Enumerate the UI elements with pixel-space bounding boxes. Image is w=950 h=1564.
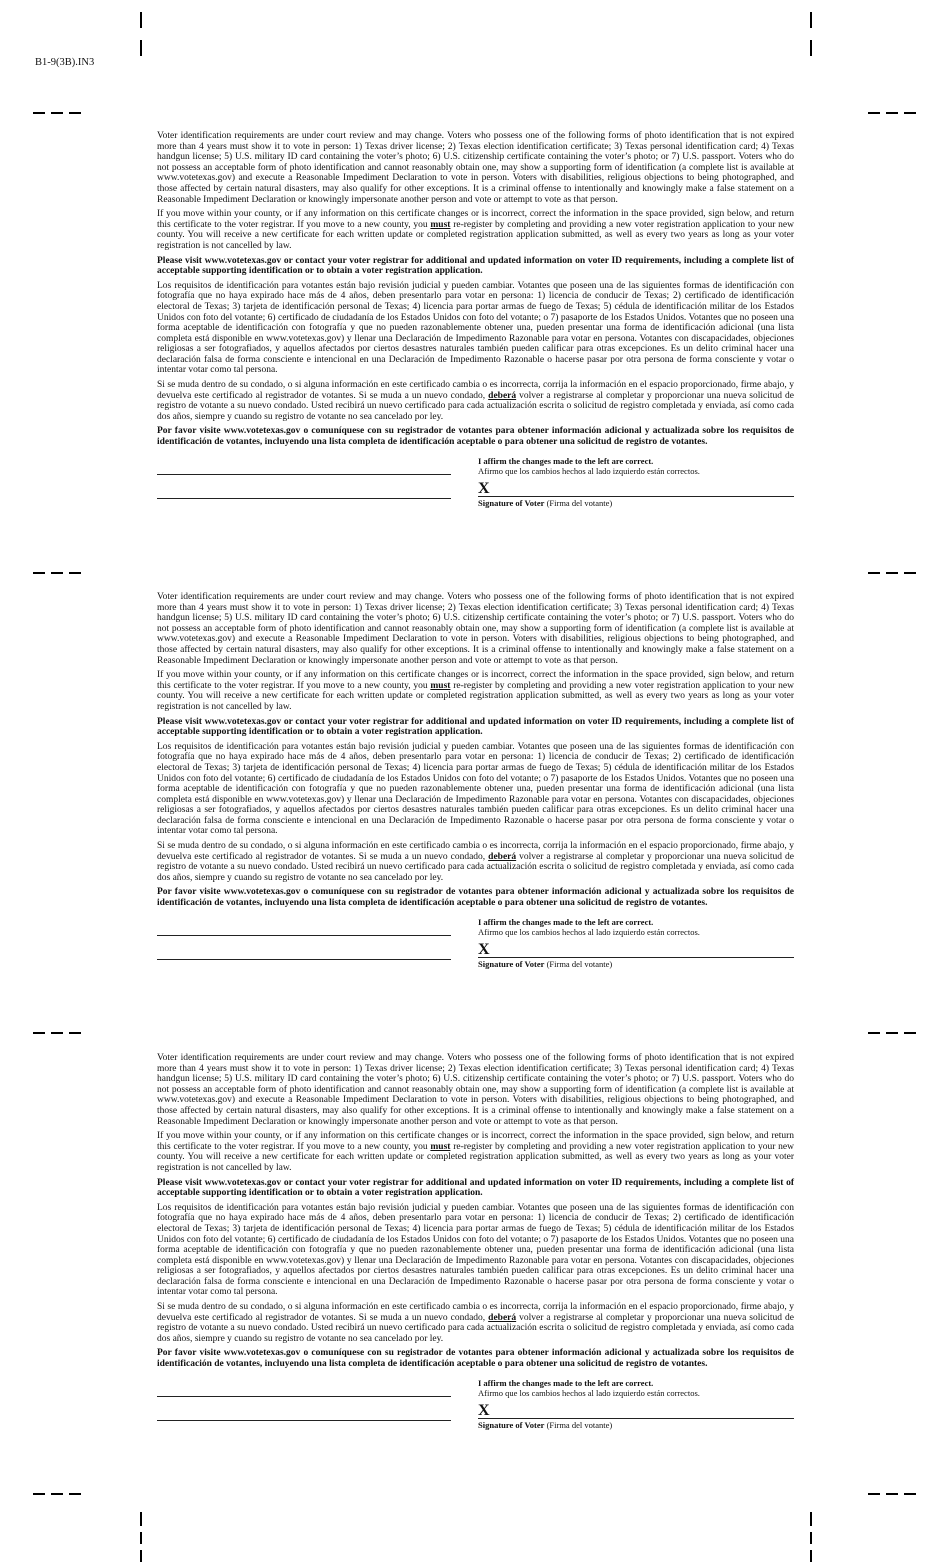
signature-line[interactable]	[478, 941, 794, 958]
signature-x-mark: X	[478, 1401, 490, 1419]
crop-mark	[810, 12, 812, 28]
affirmation-spanish: Afirmo que los cambios hechos al lado izquierdo están correctos.	[478, 1387, 700, 1398]
crop-mark	[810, 1550, 812, 1562]
spanish-id-requirements: Los requisitos de identificación para votantes están bajo revisión judicial y pueden cambiar. Votantes que poseen una de las siguientes formas de identificación con fotografía que no haya expirado hace más de 4 años, deben presentarlo para votar en persona: 1) licencia de conducir de Texas; 2) certificado de identificación electoral de Texas; 3) tarjeta de identificación personal de Texas; 4) licencia para portar armas de fuego de Texas; 5) cédula de identificación militar de los Estados Unidos con foto del votante; 6) certificado de ciudadanía de los Estados Unidos con foto del votante; o 7) pasaporte de los Estados Unidos. Votantes que no poseen una forma aceptable de identificación con fotografía y que no pueden razonablemente obtener una, pueden presentar una forma de identificación adicional (una lista completa está disponible en www.votetexas.gov) y llenar una Declaración de Impedimento Razonable para votar en persona. Votantes con discapacidades, objeciones religiosas a ser fotografiados, y aquellos afectados por ciertos desastres naturales también pueden calificar para otras excepciones. Es un delito criminal hacer una declaración falsa de forma consciente e intencional en una Declaración de Impedimento Razonable o hacerse pasar por otra persona de forma consciente y votar o intentar votar como tal persona.	[157, 280, 794, 376]
affirmation-english: I affirm the changes made to the left are correct.	[478, 916, 654, 927]
text-span: If you move within your county, or if any information on this certificate changes or is incorrect, correct the information in the space provided, sign below, and return this certificate to the voter registrar. If you move to a new county, you	[157, 1131, 794, 1152]
text-span: re-register by completing and providing a new voter registration application to your new county. You will receive a new certificate for each written update or completed registration application submitted, as well as every two years as long as your voter registration is not cancelled by law.	[157, 680, 794, 712]
correction-line[interactable]	[157, 935, 451, 936]
signature-area	[157, 917, 794, 979]
certificate-panel-2	[157, 592, 794, 979]
signature-label	[478, 959, 794, 970]
signature-area	[157, 456, 794, 518]
text-span: volver a registrarse al completar y proporcionar una nueva solicitud de registro de votante a su nuevo condado. Usted recibirá un nuevo certificado para cada actualización escrita o solicitud de registro completada y enviada, así como cada dos años, siempre y cuando su registro de votante no sea cancelado por ley.	[157, 851, 794, 883]
fold-mark	[868, 112, 916, 114]
english-id-requirements: Voter identification requirements are under court review and may change. Voters who possess one of the following forms of photo identification that is not expired more than 4 years must show it to vote in person: 1) Texas driver license; 2) Texas election identification certificate; 3) Texas personal identification card; 4) Texas handgun license; 5) U.S. military ID card containing the voter’s photo; 6) U.S. citizenship certificate containing the voter’s photo; or 7) U.S. passport. Voters who do not possess an acceptable form of photo identification and cannot reasonably obtain one, may show a supporting form of identification (a complete list is available at www.votetexas.gov) and execute a Reasonable Impediment Declaration to vote in person. Voters with disabilities, religious objections to being photographed, and those affected by certain natural disasters, may also qualify for other exceptions. It is a criminal offense to intentionally and knowingly make a false statement on a Reasonable Impediment Declaration or knowingly impersonate another person and vote or attempt to vote as that person.	[157, 1053, 794, 1127]
signature-label	[478, 1420, 794, 1431]
signature-label-es: (Firma del votante)	[546, 958, 613, 969]
crop-mark	[140, 12, 142, 28]
text-span: re-register by completing and providing a new voter registration application to your new county. You will receive a new certificate for each written update or completed registration application submitted, as well as every two years as long as your voter registration is not cancelled by law.	[157, 1141, 794, 1173]
signature-line[interactable]	[478, 480, 794, 497]
text-span: re-register by completing and providing a new voter registration application to your new county. You will receive a new certificate for each written update or completed registration application submitted, as well as every two years as long as your voter registration is not cancelled by law.	[157, 219, 794, 251]
signature-x-mark: X	[478, 479, 490, 497]
affirmation-spanish: Afirmo que los cambios hechos al lado izquierdo están correctos.	[478, 465, 700, 476]
correction-line[interactable]	[157, 498, 451, 499]
spanish-visit-notice: Por favor visite www.votetexas.gov o comuníquese con su registrador de votantes para obtener información adicional y actualizada sobre los requisitos de identificación de votantes, incluyendo una lista completa de identificación aceptable o para obtener una solicitud de registro de votantes.	[157, 426, 794, 448]
must-emphasis: must	[430, 1141, 451, 1152]
signature-x-mark: X	[478, 940, 490, 958]
affirmation-spanish: Afirmo que los cambios hechos al lado izquierdo están correctos.	[478, 926, 700, 937]
signature-label-en: Signature of Voter	[478, 1419, 545, 1430]
english-id-requirements: Voter identification requirements are under court review and may change. Voters who possess one of the following forms of photo identification that is not expired more than 4 years must show it to vote in person: 1) Texas driver license; 2) Texas election identification certificate; 3) Texas personal identification card; 4) Texas handgun license; 5) U.S. military ID card containing the voter’s photo; 6) U.S. citizenship certificate containing the voter’s photo; or 7) U.S. passport. Voters who do not possess an acceptable form of photo identification and cannot reasonably obtain one, may show a supporting form of identification (a complete list is available at www.votetexas.gov) and execute a Reasonable Impediment Declaration to vote in person. Voters with disabilities, religious objections to being photographed, and those affected by certain natural disasters, may also qualify for other exceptions. It is a criminal offense to intentionally and knowingly make a false statement on a Reasonable Impediment Declaration or knowingly impersonate another person and vote or attempt to vote as that person.	[157, 131, 794, 205]
english-visit-notice: Please visit www.votetexas.gov or contact your voter registrar for additional and updated information on voter ID requirements, including a complete list of acceptable supporting identification or to obtain a voter registration application.	[157, 1177, 794, 1199]
spanish-move-instructions	[157, 1302, 794, 1344]
spanish-move-instructions	[157, 380, 794, 422]
debera-emphasis: deberá	[488, 390, 517, 401]
affirmation-english: I affirm the changes made to the left are correct.	[478, 455, 654, 466]
spanish-move-instructions	[157, 841, 794, 883]
certificate-panel-1	[157, 131, 794, 518]
text-span: volver a registrarse al completar y proporcionar una nueva solicitud de registro de votante a su nuevo condado. Usted recibirá un nuevo certificado para cada actualización escrita o solicitud de registro completada y enviada, así como cada dos años, siempre y cuando su registro de votante no sea cancelado por ley.	[157, 390, 794, 422]
crop-mark	[140, 40, 142, 56]
signature-label-en: Signature of Voter	[478, 958, 545, 969]
affirmation-block	[478, 917, 794, 970]
must-emphasis: must	[430, 680, 451, 691]
english-move-instructions	[157, 209, 794, 251]
debera-emphasis: deberá	[488, 851, 517, 862]
correction-line[interactable]	[157, 1420, 451, 1421]
signature-label	[478, 498, 794, 509]
crop-mark	[810, 1532, 812, 1544]
spanish-id-requirements: Los requisitos de identificación para votantes están bajo revisión judicial y pueden cambiar. Votantes que poseen una de las siguientes formas de identificación con fotografía que no haya expirado hace más de 4 años, deben presentarlo para votar en persona: 1) licencia de conducir de Texas; 2) certificado de identificación electoral de Texas; 3) tarjeta de identificación personal de Texas; 4) licencia para portar armas de fuego de Texas; 5) cédula de identificación militar de los Estados Unidos con foto del votante; 6) certificado de ciudadanía de los Estados Unidos con foto del votante; o 7) pasaporte de los Estados Unidos. Votantes que no poseen una forma aceptable de identificación con fotografía y que no pueden razonablemente obtener una, pueden presentar una forma de identificación adicional (una lista completa está disponible en www.votetexas.gov) y llenar una Declaración de Impedimento Razonable para votar en persona. Votantes con discapacidades, objeciones religiosas a ser fotografiados, y aquellos afectados por ciertos desastres naturales también pueden calificar para otras excepciones. Es un delito criminal hacer una declaración falsa de forma consciente e intencional en una Declaración de Impedimento Razonable o hacerse pasar por otra persona de forma consciente y votar o intentar votar como tal persona.	[157, 1202, 794, 1298]
affirmation-block	[478, 456, 794, 509]
spanish-visit-notice: Por favor visite www.votetexas.gov o comuníquese con su registrador de votantes para obtener información adicional y actualizada sobre los requisitos de identificación de votantes, incluyendo una lista completa de identificación aceptable o para obtener una solicitud de registro de votantes.	[157, 1348, 794, 1370]
fold-mark	[868, 572, 916, 574]
english-visit-notice: Please visit www.votetexas.gov or contact your voter registrar for additional and updated information on voter ID requirements, including a complete list of acceptable supporting identification or to obtain a voter registration application.	[157, 255, 794, 277]
text-span: If you move within your county, or if any information on this certificate changes or is incorrect, correct the information in the space provided, sign below, and return this certificate to the voter registrar. If you move to a new county, you	[157, 209, 794, 230]
affirmation-block	[478, 1378, 794, 1431]
fold-mark	[33, 1032, 81, 1034]
crop-mark	[140, 1550, 142, 1562]
fold-mark	[868, 1032, 916, 1034]
crop-mark	[140, 1512, 142, 1526]
text-span: Si se muda dentro de su condado, o si alguna información en este certificado cambia o es incorrecta, corrija la información en el espacio proporcionado, firme abajo, y devuelva este certificado al registrador de votantes. Si se muda a un nuevo condado,	[157, 1302, 794, 1323]
signature-label-en: Signature of Voter	[478, 497, 545, 508]
crop-mark	[140, 1532, 142, 1544]
english-visit-notice: Please visit www.votetexas.gov or contact your voter registrar for additional and updated information on voter ID requirements, including a complete list of acceptable supporting identification or to obtain a voter registration application.	[157, 716, 794, 738]
certificate-panel-3	[157, 1053, 794, 1440]
fold-mark	[868, 1493, 916, 1495]
correction-line[interactable]	[157, 474, 451, 475]
correction-line[interactable]	[157, 1396, 451, 1397]
must-emphasis: must	[430, 219, 451, 230]
signature-area	[157, 1378, 794, 1440]
spanish-visit-notice: Por favor visite www.votetexas.gov o comuníquese con su registrador de votantes para obtener información adicional y actualizada sobre los requisitos de identificación de votantes, incluyendo una lista completa de identificación aceptable o para obtener una solicitud de registro de votantes.	[157, 887, 794, 909]
fold-mark	[33, 572, 81, 574]
fold-mark	[33, 112, 81, 114]
crop-mark	[810, 40, 812, 56]
text-span: volver a registrarse al completar y proporcionar una nueva solicitud de registro de votante a su nuevo condado. Usted recibirá un nuevo certificado para cada actualización escrita o solicitud de registro completada y enviada, así como cada dos años, siempre y cuando su registro de votante no sea cancelado por ley.	[157, 1312, 794, 1344]
fold-mark	[33, 1493, 81, 1495]
signature-label-es: (Firma del votante)	[546, 497, 613, 508]
text-span: Si se muda dentro de su condado, o si alguna información en este certificado cambia o es incorrecta, corrija la información en el espacio proporcionado, firme abajo, y devuelva este certificado al registrador de votantes. Si se muda a un nuevo condado,	[157, 841, 794, 862]
english-move-instructions	[157, 670, 794, 712]
spanish-id-requirements: Los requisitos de identificación para votantes están bajo revisión judicial y pueden cambiar. Votantes que poseen una de las siguientes formas de identificación con fotografía que no haya expirado hace más de 4 años, deben presentarlo para votar en persona: 1) licencia de conducir de Texas; 2) certificado de identificación electoral de Texas; 3) tarjeta de identificación personal de Texas; 4) licencia para portar armas de fuego de Texas; 5) cédula de identificación militar de los Estados Unidos con foto del votante; 6) certificado de ciudadanía de los Estados Unidos con foto del votante; o 7) pasaporte de los Estados Unidos. Votantes que no poseen una forma aceptable de identificación con fotografía y que no pueden razonablemente obtener una, pueden presentar una forma de identificación adicional (una lista completa está disponible en www.votetexas.gov) y llenar una Declaración de Impedimento Razonable para votar en persona. Votantes con discapacidades, objeciones religiosas a ser fotografiados, y aquellos afectados por ciertos desastres naturales también pueden calificar para otras excepciones. Es un delito criminal hacer una declaración falsa de forma consciente e intencional en una Declaración de Impedimento Razonable o hacerse pasar por otra persona de forma consciente y votar o intentar votar como tal persona.	[157, 741, 794, 837]
english-id-requirements: Voter identification requirements are under court review and may change. Voters who possess one of the following forms of photo identification that is not expired more than 4 years must show it to vote in person: 1) Texas driver license; 2) Texas election identification certificate; 3) Texas personal identification card; 4) Texas handgun license; 5) U.S. military ID card containing the voter’s photo; 6) U.S. citizenship certificate containing the voter’s photo; or 7) U.S. passport. Voters who do not possess an acceptable form of photo identification and cannot reasonably obtain one, may show a supporting form of identification (a complete list is available at www.votetexas.gov) and execute a Reasonable Impediment Declaration to vote in person. Voters with disabilities, religious objections to being photographed, and those affected by certain natural disasters, may also qualify for other exceptions. It is a criminal offense to intentionally and knowingly make a false statement on a Reasonable Impediment Declaration or knowingly impersonate another person and vote or attempt to vote as that person.	[157, 592, 794, 666]
english-move-instructions	[157, 1131, 794, 1173]
correction-line[interactable]	[157, 959, 451, 960]
signature-label-es: (Firma del votante)	[546, 1419, 613, 1430]
affirmation-english: I affirm the changes made to the left are correct.	[478, 1377, 654, 1388]
form-id: B1-9(3B).IN3	[35, 57, 95, 68]
debera-emphasis: deberá	[488, 1312, 517, 1323]
signature-line[interactable]	[478, 1402, 794, 1419]
text-span: Si se muda dentro de su condado, o si alguna información en este certificado cambia o es incorrecta, corrija la información en el espacio proporcionado, firme abajo, y devuelva este certificado al registrador de votantes. Si se muda a un nuevo condado,	[157, 380, 794, 401]
text-span: If you move within your county, or if any information on this certificate changes or is incorrect, correct the information in the space provided, sign below, and return this certificate to the voter registrar. If you move to a new county, you	[157, 670, 794, 691]
crop-mark	[810, 1512, 812, 1526]
